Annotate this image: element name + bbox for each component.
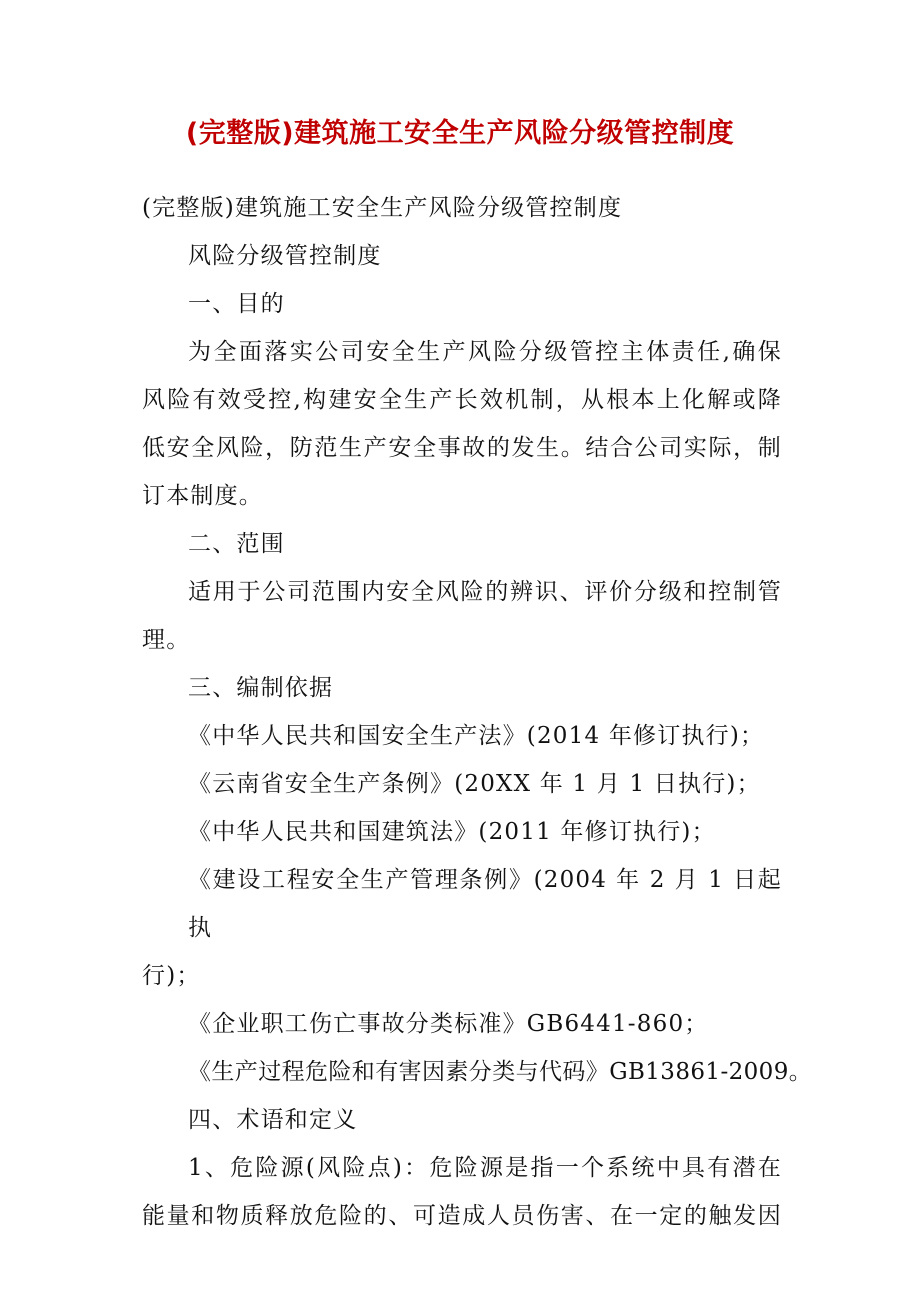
basis-item-5: 《企业职工伤亡事故分类标准》GB6441-860； (188, 1011, 709, 1037)
purpose-line-2: 风险有效受控,构建安全生产长效机制，从根本上化解或降 (142, 387, 782, 413)
heading-terms: 四、术语和定义 (188, 1107, 358, 1133)
terms-line-2: 能量和物质释放危险的、可造成人员伤害、在一定的触发因 (142, 1203, 782, 1229)
body-heading-line: (完整版)建筑施工安全生产风险分级管控制度 (142, 195, 623, 221)
purpose-line-3: 低安全风险，防范生产安全事故的发生。结合公司实际，制 (142, 435, 782, 461)
basis-item-4-line-1: 《建设工程安全生产管理条例》(2004 年 2 月 1 日起执 (188, 867, 782, 941)
basis-item-3: 《中华人民共和国建筑法》(2011 年修订执行)； (188, 819, 716, 845)
basis-item-2: 《云南省安全生产条例》(20XX 年 1 月 1 日执行)； (188, 771, 761, 797)
document-title: (完整版)建筑施工安全生产风险分级管控制度 (185, 118, 735, 149)
heading-scope: 二、范围 (188, 531, 285, 557)
purpose-line-1: 为全面落实公司安全生产风险分级管控主体责任,确保 (188, 339, 782, 365)
document-body (142, 184, 813, 1240)
heading-basis: 三、编制依据 (188, 675, 334, 701)
heading-purpose: 一、目的 (188, 291, 285, 317)
basis-item-4-line-2: 行)； (142, 963, 201, 989)
basis-item-6: 《生产过程危险和有害因素分类与代码》GB13861-2009。 (188, 1059, 813, 1085)
terms-line-1: 1、危险源(风险点)：危险源是指一个系统中具有潜在 (188, 1155, 782, 1181)
section-title-line: 风险分级管控制度 (188, 243, 382, 269)
scope-line-2: 理。 (142, 627, 191, 653)
basis-item-1: 《中华人民共和国安全生产法》(2014 年修订执行)； (188, 723, 765, 749)
scope-line-1: 适用于公司范围内安全风险的辨识、评价分级和控制管 (188, 579, 782, 605)
purpose-line-4: 订本制度。 (142, 483, 263, 509)
